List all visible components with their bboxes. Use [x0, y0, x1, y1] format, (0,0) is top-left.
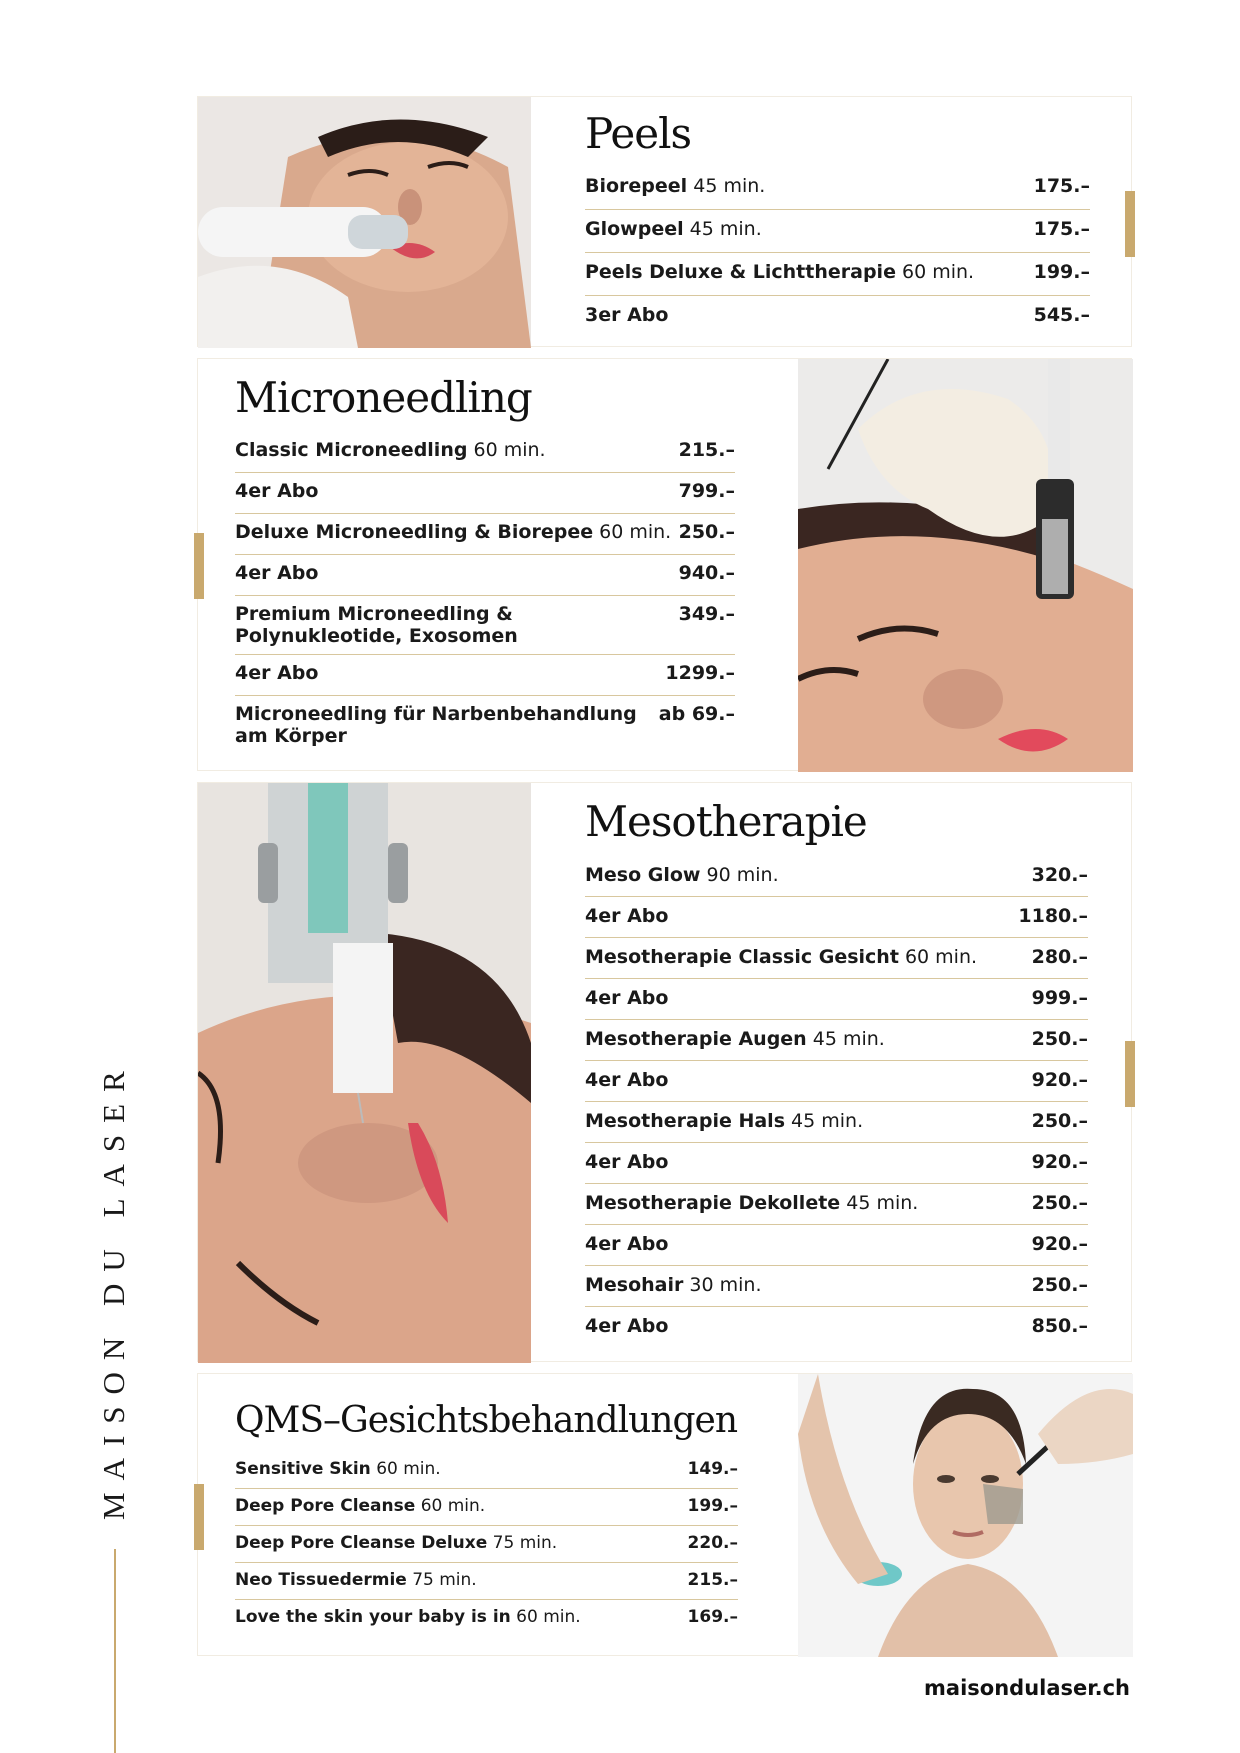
treatment-name: 3er Abo: [585, 304, 669, 326]
treatment-duration: 75 min.: [487, 1533, 558, 1553]
mesotherapie-price-row: [585, 1143, 1088, 1184]
treatment-price: 149.–: [687, 1459, 738, 1479]
microneedling-price-row: [235, 473, 735, 514]
microneedling-title: Microneedling: [235, 373, 532, 422]
qms-price-row: [235, 1600, 738, 1637]
treatment-price: 545.–: [1033, 304, 1090, 326]
qms-price-list: [235, 1452, 738, 1637]
treatment-name: 4er Abo: [235, 562, 319, 584]
treatment-label: [585, 1274, 762, 1296]
treatment-name: Mesotherapie Classic Gesicht: [585, 946, 899, 968]
microneedling-price-row: [235, 696, 735, 755]
treatment-label: [585, 261, 974, 283]
treatment-name: Neo Tissuedermie: [235, 1570, 407, 1590]
mesotherapie-price-row: [585, 1307, 1088, 1348]
treatment-label: [235, 1533, 557, 1553]
treatment-label: [585, 1233, 668, 1255]
mesotherapie-price-row: [585, 1266, 1088, 1307]
treatment-label: [235, 562, 318, 584]
treatment-price: 199.–: [1033, 261, 1090, 283]
treatment-price: 250.–: [678, 521, 735, 543]
treatment-duration: 30 min.: [683, 1274, 762, 1296]
treatment-duration: 90 min.: [700, 864, 779, 886]
treatment-duration: 60 min.: [898, 946, 978, 968]
mesotherapie-price-row: [585, 938, 1088, 979]
treatment-label: [585, 1110, 863, 1132]
mesotherapie-price-row: [585, 897, 1088, 938]
peels-title: Peels: [585, 109, 692, 158]
treatment-price: 175.–: [1033, 175, 1090, 197]
treatment-price: 220.–: [687, 1533, 738, 1553]
mesotherapie-price-list: [585, 856, 1088, 1348]
treatment-name: Peels Deluxe & Lichttherapie: [585, 261, 896, 283]
treatment-name: Mesotherapie Augen: [585, 1028, 807, 1050]
treatment-label: [235, 521, 671, 543]
section-mesotherapie: [197, 782, 1132, 1362]
mesotherapie-price-row: [585, 1225, 1088, 1266]
mesotherapie-price-row: [585, 979, 1088, 1020]
treatment-duration: 45 min.: [806, 1028, 885, 1050]
treatment-price: 920.–: [1031, 1151, 1088, 1173]
treatment-name: 4er Abo: [585, 1315, 669, 1337]
treatment-duration: 45 min.: [687, 175, 766, 197]
microneedling-price-row: [235, 555, 735, 596]
treatment-price: 199.–: [687, 1496, 738, 1516]
treatment-label: [585, 905, 668, 927]
treatment-name: 4er Abo: [585, 905, 669, 927]
treatment-label: [585, 304, 668, 326]
peels-price-row: [585, 167, 1090, 210]
qms-photo: [798, 1374, 1133, 1657]
treatment-price: 280.–: [1031, 946, 1088, 968]
microneedling-price-row: [235, 596, 735, 655]
treatment-price: 920.–: [1031, 1069, 1088, 1091]
treatment-label: [235, 603, 679, 647]
qms-title: QMS–Gesichtsbehandlungen: [235, 1400, 738, 1441]
qms-price-row: [235, 1489, 738, 1526]
mesotherapie-photo: [198, 783, 531, 1363]
treatment-name: Mesohair: [585, 1274, 684, 1296]
mesotherapie-title: Mesotherapie: [585, 797, 867, 846]
mesotherapie-price-row: [585, 1184, 1088, 1225]
treatment-duration: 60 min.: [593, 521, 672, 543]
treatment-price: 1299.–: [665, 662, 735, 684]
treatment-name: 4er Abo: [585, 1151, 669, 1173]
treatment-label: [235, 1607, 581, 1627]
treatment-name: 4er Abo: [585, 1069, 669, 1091]
treatment-label: [235, 1496, 485, 1516]
treatment-duration: 60 min.: [510, 1607, 581, 1627]
treatment-name: 4er Abo: [585, 1233, 669, 1255]
treatment-price: 850.–: [1031, 1315, 1088, 1337]
treatment-name: 4er Abo: [235, 662, 319, 684]
treatment-duration: 60 min.: [895, 261, 975, 283]
treatment-name: Deep Pore Cleanse Deluxe: [235, 1533, 488, 1553]
microneedling-price-row: [235, 514, 735, 555]
treatment-price: 320.–: [1031, 864, 1088, 886]
gold-accent-tab: [194, 533, 204, 599]
section-qms: [197, 1373, 1132, 1656]
treatment-duration: 45 min.: [683, 218, 762, 240]
treatment-duration: 45 min.: [785, 1110, 864, 1132]
peels-price-list: [585, 167, 1090, 339]
brand-accent-line: [114, 1549, 116, 1753]
treatment-duration: 60 min.: [415, 1496, 486, 1516]
treatment-duration: 45 min.: [840, 1192, 919, 1214]
treatment-price: 250.–: [1031, 1192, 1088, 1214]
treatment-name: Glowpeel: [585, 218, 684, 240]
treatment-price: 215.–: [678, 439, 735, 461]
qms-price-row: [235, 1452, 738, 1489]
treatment-label: [585, 1192, 918, 1214]
treatment-label: [585, 218, 762, 240]
peels-photo: [198, 97, 531, 348]
peels-price-row: [585, 296, 1090, 339]
treatment-price: 250.–: [1031, 1274, 1088, 1296]
mesotherapie-price-row: [585, 856, 1088, 897]
treatment-label: [235, 480, 318, 502]
treatment-price: 169.–: [687, 1607, 738, 1627]
microneedling-price-list: [235, 432, 735, 755]
microneedling-price-row: [235, 655, 735, 696]
treatment-price: 1180.–: [1018, 905, 1088, 927]
treatment-label: [235, 1570, 477, 1590]
treatment-label: [585, 1315, 668, 1337]
treatment-name: Premium Microneedling & Polynukleotide, Exosomen: [235, 603, 518, 647]
treatment-price: 250.–: [1031, 1110, 1088, 1132]
treatment-name: Meso Glow: [585, 864, 701, 886]
brand-vertical-text: MAISON DU LASER: [96, 1059, 131, 1520]
treatment-duration: 60 min.: [370, 1459, 441, 1479]
gold-accent-tab: [1125, 191, 1135, 257]
treatment-name: Mesotherapie Hals: [585, 1110, 786, 1132]
treatment-price: 999.–: [1031, 987, 1088, 1009]
treatment-label: [585, 1069, 668, 1091]
treatment-name: Deluxe Microneedling & Biorepee: [235, 521, 594, 543]
section-microneedling: [197, 358, 1132, 771]
treatment-label: [585, 175, 765, 197]
section-peels: [197, 96, 1132, 347]
treatment-label: [235, 439, 546, 461]
treatment-name: 4er Abo: [585, 987, 669, 1009]
website-url[interactable]: maisondulaser.ch: [924, 1676, 1130, 1700]
peels-price-row: [585, 253, 1090, 296]
mesotherapie-price-row: [585, 1061, 1088, 1102]
treatment-label: [235, 1459, 441, 1479]
treatment-price: ab 69.–: [658, 703, 735, 725]
microneedling-photo: [798, 359, 1133, 772]
treatment-name: Mesotherapie Dekollete: [585, 1192, 841, 1214]
treatment-label: [585, 946, 977, 968]
treatment-price: 175.–: [1033, 218, 1090, 240]
treatment-label: [585, 864, 779, 886]
gold-accent-tab: [1125, 1041, 1135, 1107]
treatment-name: Love the skin your baby is in: [235, 1607, 511, 1627]
treatment-name: Biorepeel: [585, 175, 688, 197]
mesotherapie-price-row: [585, 1102, 1088, 1143]
treatment-name: Sensitive Skin: [235, 1459, 371, 1479]
treatment-name: Classic Microneedling: [235, 439, 468, 461]
treatment-duration: 75 min.: [406, 1570, 477, 1590]
treatment-name: Microneedling für Narbenbehandlung am Körper: [235, 703, 637, 747]
treatment-label: [585, 987, 668, 1009]
microneedling-price-row: [235, 432, 735, 473]
treatment-label: [585, 1151, 668, 1173]
treatment-label: [585, 1028, 885, 1050]
qms-price-row: [235, 1526, 738, 1563]
treatment-price: 799.–: [678, 480, 735, 502]
peels-price-row: [585, 210, 1090, 253]
treatment-name: Deep Pore Cleanse: [235, 1496, 416, 1516]
gold-accent-tab: [194, 1484, 204, 1550]
mesotherapie-price-row: [585, 1020, 1088, 1061]
treatment-price: 215.–: [687, 1570, 738, 1590]
treatment-duration: 60 min.: [467, 439, 546, 461]
treatment-price: 349.–: [678, 603, 735, 625]
treatment-price: 920.–: [1031, 1233, 1088, 1255]
treatment-price: 250.–: [1031, 1028, 1088, 1050]
treatment-label: [235, 662, 318, 684]
treatment-price: 940.–: [678, 562, 735, 584]
treatment-label: [235, 703, 659, 747]
qms-price-row: [235, 1563, 738, 1600]
treatment-name: 4er Abo: [235, 480, 319, 502]
